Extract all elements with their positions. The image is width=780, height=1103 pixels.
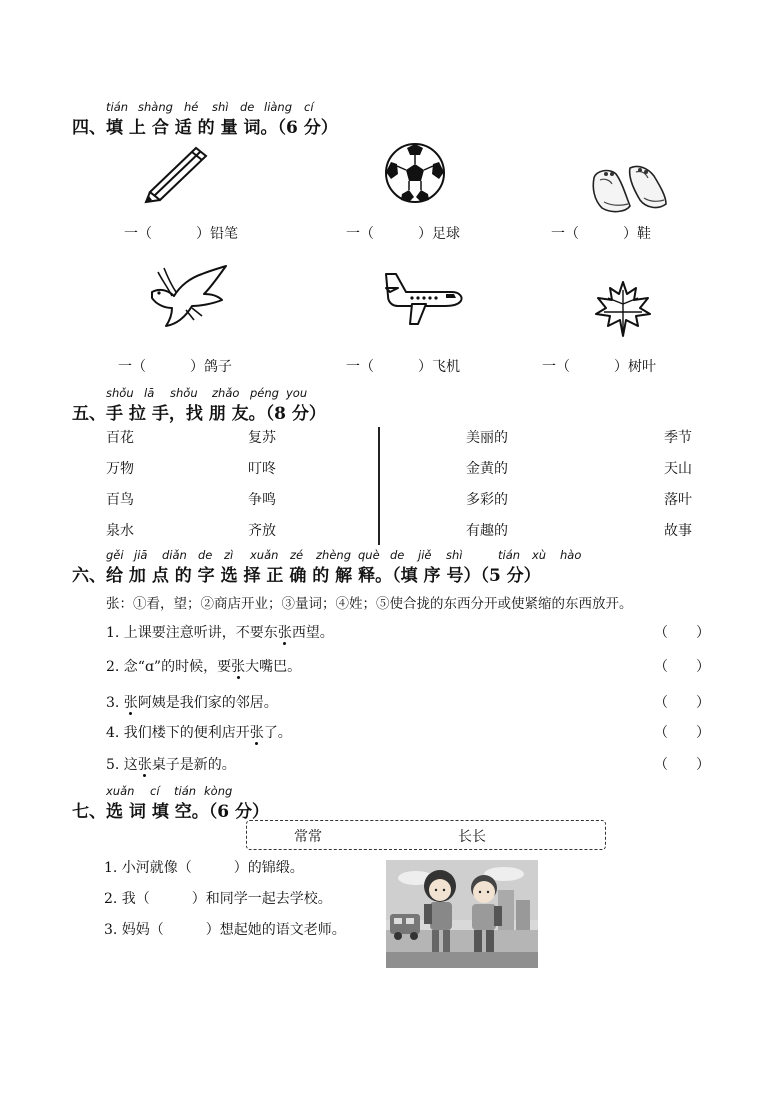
- match-word[interactable]: 复苏: [248, 430, 276, 446]
- dotted-char: 张: [231, 659, 246, 675]
- section4-title: 四、填 上 合 适 的 量 词。（6 分）: [72, 118, 338, 138]
- item-suffix: ）足球: [418, 226, 460, 242]
- measure-word-item: [346, 356, 460, 376]
- pinyin: shì: [446, 548, 463, 562]
- pinyin: hé: [184, 100, 199, 114]
- match-word[interactable]: 泉水: [106, 523, 134, 539]
- sentence-4: [106, 722, 292, 742]
- sentence-text: 2. 念“ɑ”的时候，要: [106, 659, 232, 675]
- pencil-icon: [140, 140, 214, 206]
- pinyin: jiā: [134, 548, 148, 562]
- children-walking-illustration: [386, 860, 538, 968]
- match-word[interactable]: 金黄的: [466, 461, 508, 477]
- section7-title: 七、选 词 填 空。（6 分）: [72, 802, 270, 822]
- pinyin: shàng: [138, 100, 173, 114]
- fill-sentence[interactable]: 2. 我（ ）和同学一起去学校。: [104, 891, 332, 907]
- match-word[interactable]: 美丽的: [466, 430, 508, 446]
- sentence-text: 3.: [106, 695, 124, 711]
- pinyin: zé: [290, 548, 304, 562]
- sentence-text: 了。: [263, 725, 292, 741]
- item-suffix: ）树叶: [614, 359, 656, 375]
- answer-parentheses[interactable]: （ ）: [654, 659, 710, 675]
- leaf-icon: [594, 280, 652, 338]
- pinyin: zì: [224, 548, 234, 562]
- pinyin: cí: [304, 100, 314, 114]
- match-word[interactable]: 多彩的: [466, 492, 508, 508]
- pinyin: shǒu: [170, 386, 198, 400]
- pinyin: xuǎn: [106, 784, 135, 798]
- dotted-char: 张: [137, 757, 152, 773]
- airplane-icon: [382, 270, 466, 330]
- pinyin: shì: [212, 100, 229, 114]
- answer-parentheses[interactable]: （ ）: [654, 695, 710, 711]
- dotted-char: 张: [123, 695, 138, 711]
- item-suffix: ）飞机: [418, 359, 460, 375]
- answer-parentheses[interactable]: （ ）: [654, 725, 710, 741]
- pinyin: xù: [532, 548, 547, 562]
- match-word[interactable]: 故事: [664, 523, 692, 539]
- pinyin: you: [286, 386, 308, 400]
- sentence-1: [106, 622, 334, 642]
- section6-pinyin: [0, 548, 780, 562]
- pinyin: liàng: [264, 100, 293, 114]
- match-word[interactable]: 百花: [106, 430, 134, 446]
- sentence-3: [106, 692, 278, 712]
- pinyin: shǒu: [106, 386, 134, 400]
- pinyin: kòng: [204, 784, 233, 798]
- section4-pinyin: [0, 100, 780, 114]
- match-word[interactable]: 有趣的: [466, 523, 508, 539]
- dove-icon: [146, 264, 228, 334]
- item-suffix: ）鸽子: [190, 359, 232, 375]
- dotted-char: 张: [277, 625, 292, 641]
- match-word[interactable]: 落叶: [664, 492, 692, 508]
- dotted-char: 张: [249, 725, 264, 741]
- pinyin: zhèng: [316, 548, 351, 562]
- fill-sentence[interactable]: 1. 小河就像（ ）的锦缎。: [104, 860, 304, 876]
- fill-sentence[interactable]: 3. 妈妈（ ）想起她的语文老师。: [104, 922, 346, 938]
- section6-title: 六、给 加 点 的 字 选 择 正 确 的 解 释。（填 序 号）（5 分）: [72, 566, 541, 586]
- match-word[interactable]: 天山: [664, 461, 692, 477]
- item-suffix: ）铅笔: [196, 226, 238, 242]
- pinyin: què: [358, 548, 380, 562]
- sentence-text: 西望。: [291, 625, 334, 641]
- answer-parentheses[interactable]: （ ）: [654, 757, 710, 773]
- match-word[interactable]: 争鸣: [248, 492, 276, 508]
- word-bank-item: 长长: [458, 829, 486, 845]
- shoes-icon: [586, 160, 676, 216]
- pinyin: zhǎo: [212, 386, 240, 400]
- item-prefix: 一（: [124, 226, 152, 242]
- sentence-text: 阿姨是我们家的邻居。: [137, 695, 278, 711]
- item-prefix: 一（: [346, 359, 374, 375]
- soccer-ball-icon: [384, 142, 446, 204]
- section5-title: 五、手 拉 手，找 朋 友。（8 分）: [72, 404, 326, 424]
- pinyin: diǎn: [162, 548, 187, 562]
- sentence-text: 1. 上课要注意听讲，不要东: [106, 625, 278, 641]
- pinyin: hào: [560, 548, 582, 562]
- pinyin: gěi: [106, 548, 124, 562]
- item-prefix: 一（: [346, 226, 374, 242]
- pinyin: lā: [144, 386, 155, 400]
- measure-word-item: [124, 223, 238, 243]
- match-word[interactable]: 百鸟: [106, 492, 134, 508]
- pinyin: jiě: [418, 548, 432, 562]
- pinyin: tián: [174, 784, 197, 798]
- column-divider: [378, 427, 380, 545]
- word-bank-item: 常常: [294, 829, 322, 845]
- pinyin: cí: [150, 784, 160, 798]
- pinyin: de: [198, 548, 213, 562]
- match-word[interactable]: 万物: [106, 461, 134, 477]
- measure-word-item: [346, 223, 460, 243]
- pinyin: péng: [250, 386, 279, 400]
- measure-word-item: [542, 356, 656, 376]
- match-word[interactable]: 叮咚: [248, 461, 276, 477]
- sentence-5: [106, 754, 236, 774]
- pinyin: de: [390, 548, 405, 562]
- definitions-text: 张：①看，望；②商店开业；③量词；④姓；⑤使合拢的东西分开或使紧缩的东西放开。: [106, 596, 633, 612]
- pinyin: de: [240, 100, 255, 114]
- match-word[interactable]: 季节: [664, 430, 692, 446]
- pinyin: tián: [106, 100, 129, 114]
- answer-parentheses[interactable]: （ ）: [654, 625, 710, 641]
- sentence-text: 4. 我们楼下的便利店开: [106, 725, 250, 741]
- item-suffix: ）鞋: [623, 226, 651, 242]
- item-prefix: 一（: [542, 359, 570, 375]
- pinyin: tián: [498, 548, 521, 562]
- measure-word-item: [118, 356, 232, 376]
- section7-pinyin: [0, 784, 780, 798]
- section5-pinyin: [0, 386, 780, 400]
- item-prefix: 一（: [551, 226, 579, 242]
- measure-word-item: [551, 223, 651, 243]
- match-word[interactable]: 齐放: [248, 523, 276, 539]
- sentence-text: 桌子是新的。: [151, 757, 236, 773]
- item-prefix: 一（: [118, 359, 146, 375]
- sentence-text: 5. 这: [106, 757, 138, 773]
- pinyin: xuǎn: [250, 548, 279, 562]
- sentence-2: [106, 656, 301, 676]
- sentence-text: 大嘴巴。: [245, 659, 302, 675]
